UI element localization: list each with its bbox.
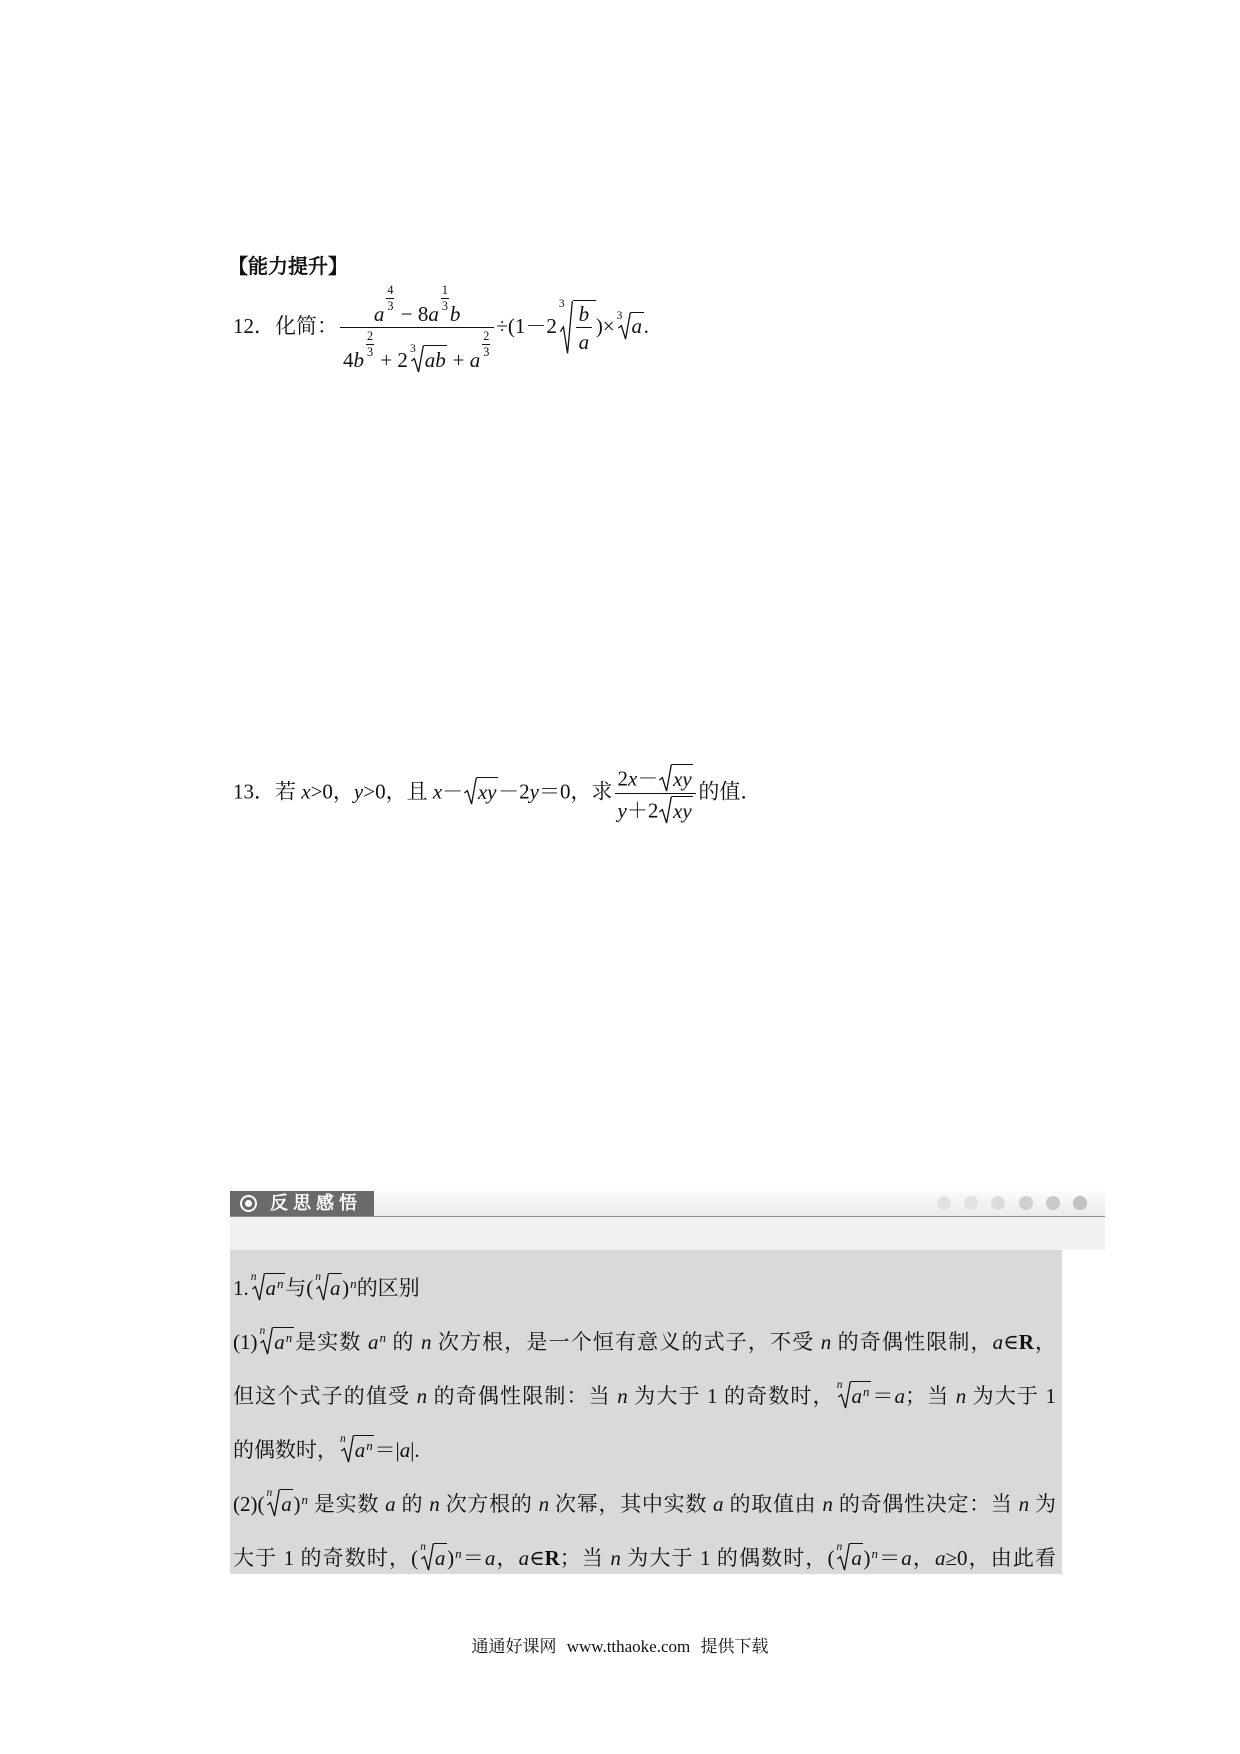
radical-sign xyxy=(558,297,573,355)
math-variable: a xyxy=(354,1438,366,1462)
section-title: 【能力提升】 xyxy=(228,254,348,278)
radical xyxy=(267,1489,293,1517)
text-run: . xyxy=(643,314,649,339)
math-variable: n xyxy=(366,1437,373,1453)
text-run: 为大于 1 的偶数时，( xyxy=(620,1546,835,1570)
radical-sign xyxy=(659,796,672,824)
radical-body xyxy=(850,1543,863,1571)
text-run: 3 xyxy=(558,297,565,310)
math-variable: a xyxy=(373,301,385,326)
radical xyxy=(616,309,644,340)
decor-dot-icon xyxy=(937,1196,951,1210)
denominator xyxy=(482,345,490,359)
text-run: + xyxy=(447,347,470,372)
text-run: 的奇偶性决定：当 xyxy=(832,1492,1019,1516)
radical xyxy=(421,1543,447,1571)
radical xyxy=(252,1273,286,1301)
math-variable: b xyxy=(353,347,364,372)
math-variable: a xyxy=(578,330,590,355)
math-variable: a xyxy=(385,1492,396,1516)
numerator xyxy=(366,330,374,345)
text-run: 12．化简： xyxy=(233,314,338,339)
radical-body xyxy=(477,777,498,805)
text-run: >0，且 xyxy=(363,779,433,804)
decor-dot-icon xyxy=(964,1196,978,1210)
radical-body xyxy=(672,796,693,824)
text-run: |. xyxy=(410,1438,420,1462)
fraction xyxy=(576,302,593,354)
math-variable: n xyxy=(285,1329,293,1345)
math-variable: a xyxy=(851,1546,862,1570)
reflection-line xyxy=(233,1531,1056,1585)
math-variable: a xyxy=(631,314,642,339)
reflection-content xyxy=(230,1250,1062,1574)
text-run: 为大于 1 的奇数时， xyxy=(627,1384,835,1408)
math-variable: y xyxy=(617,798,627,823)
radical xyxy=(838,1381,872,1409)
text-run: 的取值由 xyxy=(723,1492,823,1516)
radical xyxy=(659,796,693,824)
text-run: 的 xyxy=(385,1330,421,1354)
math-variable: n xyxy=(455,1545,462,1561)
math-variable: y xyxy=(353,779,364,804)
radical-body xyxy=(329,1273,342,1301)
numerator xyxy=(340,284,494,328)
denominator xyxy=(340,328,494,373)
math-variable: n xyxy=(538,1492,550,1516)
text-run: 的奇偶性限制， xyxy=(831,1330,993,1354)
text-run: ， xyxy=(1033,1330,1057,1354)
superscript xyxy=(481,328,491,359)
math-variable: b xyxy=(578,302,590,327)
text-run: 3 xyxy=(409,343,416,356)
denominator xyxy=(441,299,449,313)
numerator xyxy=(482,330,490,345)
radical-sign xyxy=(267,1489,280,1517)
text-run: 是实数 xyxy=(293,1330,368,1354)
reflection-label xyxy=(230,1191,374,1216)
text-run: 4 xyxy=(387,283,394,297)
denominator xyxy=(615,794,697,824)
radical-body xyxy=(265,1273,286,1301)
math-variable: x xyxy=(301,779,311,804)
text-run: ＝0，求 xyxy=(539,779,613,804)
text-run: 为大于 1 xyxy=(966,1384,1057,1408)
fraction xyxy=(386,284,394,313)
text-run: 1. xyxy=(233,1276,249,1300)
text-run: 1 xyxy=(441,283,448,297)
radical-body xyxy=(434,1543,447,1571)
fraction xyxy=(366,330,374,359)
text-run: ；当 xyxy=(905,1384,956,1408)
fraction xyxy=(340,284,494,373)
fraction xyxy=(615,764,697,824)
text-run: 的偶数时， xyxy=(233,1438,338,1462)
text-run: ＝ xyxy=(461,1546,485,1570)
radical-body xyxy=(631,312,644,340)
superscript xyxy=(440,283,450,313)
radical-sign xyxy=(341,1435,354,1463)
math-variable: n xyxy=(955,1384,967,1408)
numerator xyxy=(441,284,449,299)
text-run: 4 xyxy=(343,347,354,372)
math-variable: xy xyxy=(477,779,497,804)
text-run: 次幂，其中实数 xyxy=(549,1492,714,1516)
problem-13 xyxy=(233,764,761,824)
text-run: ， xyxy=(911,1546,935,1570)
radical xyxy=(659,764,693,792)
decor-dot-icon xyxy=(1019,1196,1033,1210)
text-run: ＋2 xyxy=(626,798,659,823)
math-variable: n xyxy=(277,1275,284,1291)
radical-sign xyxy=(659,764,672,792)
math-variable: n xyxy=(871,1545,878,1561)
radical-sign xyxy=(838,1381,851,1409)
text-run: 3 xyxy=(616,309,623,322)
radical-sign xyxy=(316,1273,329,1301)
math-variable: a xyxy=(330,1276,341,1300)
superscript xyxy=(863,1384,870,1399)
decor-dot-icon xyxy=(1046,1196,1060,1210)
math-variable: n xyxy=(836,1379,843,1392)
text-run: ∈ xyxy=(1003,1330,1019,1354)
text-run: ， xyxy=(495,1546,519,1570)
math-variable: a xyxy=(367,1330,379,1354)
radical-body xyxy=(273,1327,294,1355)
denominator xyxy=(366,345,374,359)
math-variable: a xyxy=(992,1330,1004,1354)
math-variable: n xyxy=(429,1492,440,1516)
text-run: 3 xyxy=(387,298,394,313)
math-variable: a xyxy=(434,1546,446,1570)
math-variable: n xyxy=(617,1384,628,1408)
text-run: 为 xyxy=(1029,1492,1057,1516)
text-run: ) xyxy=(293,1492,301,1516)
reflection-subheader-panel xyxy=(230,1217,1105,1250)
text-run: 2 xyxy=(367,328,374,343)
text-run: 13．若 xyxy=(233,779,302,804)
text-run: ＝| xyxy=(374,1438,400,1462)
text-run: 次方根的 xyxy=(439,1492,539,1516)
math-variable: n xyxy=(836,1541,843,1554)
math-variable: a xyxy=(399,1438,411,1462)
text-run: ) xyxy=(863,1546,871,1570)
radical-body xyxy=(280,1489,293,1517)
math-variable: xy xyxy=(673,766,692,791)
text-run: ；当 xyxy=(559,1546,611,1570)
math-variable: n xyxy=(259,1325,266,1338)
math-variable: b xyxy=(449,301,461,326)
radical xyxy=(837,1543,863,1571)
math-variable: x xyxy=(628,766,638,791)
fraction xyxy=(482,330,490,359)
radical-sign xyxy=(411,345,424,373)
numerator xyxy=(576,302,593,328)
math-variable: n xyxy=(350,1275,357,1291)
text-run: －2 xyxy=(498,779,530,804)
math-variable: n xyxy=(379,1329,386,1345)
decor-dot-icon xyxy=(1073,1196,1087,1210)
text-run: ∈ xyxy=(529,1546,545,1570)
reflection-line-heading xyxy=(233,1261,1056,1315)
math-set-symbol: R xyxy=(1018,1330,1034,1354)
radical-sign xyxy=(421,1543,434,1571)
radical xyxy=(260,1327,294,1355)
text-run: ＝ xyxy=(871,1384,895,1408)
math-variable: n xyxy=(822,1492,833,1516)
radical-body xyxy=(573,300,596,355)
radical xyxy=(316,1273,342,1301)
text-run: 的区别 xyxy=(356,1276,420,1300)
radical-body xyxy=(672,764,693,792)
math-variable: a xyxy=(935,1546,946,1570)
math-variable: x xyxy=(432,779,443,804)
numerator xyxy=(615,764,697,794)
math-variable: xy xyxy=(673,798,692,823)
radical xyxy=(411,345,448,373)
superscript xyxy=(277,1276,284,1291)
radical xyxy=(341,1435,375,1463)
problem-12 xyxy=(233,284,649,373)
text-run: (1) xyxy=(233,1330,258,1354)
text-run: ) xyxy=(447,1546,455,1570)
text-run: 是实数 xyxy=(307,1492,386,1516)
radical-sign xyxy=(837,1543,850,1571)
text-run: 的值． xyxy=(698,779,762,804)
radical-sign xyxy=(464,777,477,805)
math-variable: a xyxy=(484,1546,496,1570)
math-variable: a xyxy=(518,1546,530,1570)
radical-body xyxy=(424,345,448,373)
text-run: 大于 1 的奇数时，( xyxy=(233,1546,419,1570)
decor-dot-icon xyxy=(991,1196,1005,1210)
math-variable: a xyxy=(851,1384,863,1408)
reflection-header xyxy=(230,1191,1105,1217)
text-run: － xyxy=(442,779,464,804)
radical-body xyxy=(354,1435,375,1463)
reflection-line xyxy=(233,1477,1056,1531)
text-run: 3 xyxy=(441,298,448,313)
math-variable: a xyxy=(469,347,481,372)
math-variable: y xyxy=(529,779,539,804)
superscript xyxy=(385,283,395,313)
denominator xyxy=(386,299,394,313)
math-variable: n xyxy=(1018,1492,1030,1516)
text-run: >0， xyxy=(310,779,354,804)
text-run: ) xyxy=(342,1276,350,1300)
math-set-symbol: R xyxy=(544,1546,560,1570)
math-variable: a xyxy=(274,1330,285,1354)
text-run: ≥0，由此看 xyxy=(945,1546,1057,1570)
text-run: (2)( xyxy=(233,1492,265,1516)
math-variable: n xyxy=(820,1330,832,1354)
denominator xyxy=(576,328,593,354)
radical-body xyxy=(851,1381,872,1409)
math-variable: a xyxy=(713,1492,724,1516)
math-variable: a xyxy=(265,1276,277,1300)
math-variable: a xyxy=(901,1546,912,1570)
text-run: 次方根，是一个恒有意义的式子，不受 xyxy=(431,1330,821,1354)
text-run: 3 xyxy=(367,344,374,359)
radical-sign xyxy=(260,1327,273,1355)
reflection-line xyxy=(233,1423,1056,1477)
text-run: − 8 xyxy=(395,301,429,326)
text-run: 的奇偶性限制：当 xyxy=(427,1384,618,1408)
radical-sign xyxy=(616,309,631,340)
footer-credit: 通通好课网 www.tthaoke.com 提供下载 xyxy=(471,1637,769,1656)
numerator xyxy=(386,284,394,299)
text-run: 但这个式子的值受 xyxy=(233,1384,417,1408)
superscript xyxy=(286,1330,293,1345)
reflection-line xyxy=(233,1315,1056,1369)
superscript xyxy=(365,328,375,359)
reflection-title: 反思感悟 xyxy=(270,1193,362,1214)
radical xyxy=(464,777,498,805)
math-variable: a xyxy=(894,1384,906,1408)
math-variable: n xyxy=(315,1271,322,1284)
text-run: 2 xyxy=(617,766,628,791)
math-variable: n xyxy=(863,1383,870,1399)
math-variable: a xyxy=(428,301,439,326)
text-run: ÷(1－2 xyxy=(496,314,557,339)
text-run: 与( xyxy=(285,1276,314,1300)
text-run: ＝ xyxy=(878,1546,902,1570)
math-variable: n xyxy=(301,1491,308,1507)
fraction xyxy=(441,284,449,313)
math-variable: n xyxy=(420,1330,432,1354)
math-variable: a xyxy=(281,1492,292,1516)
math-variable: n xyxy=(610,1546,621,1570)
radical-sign xyxy=(252,1273,265,1301)
text-run: + 2 xyxy=(375,347,408,372)
text-run: )× xyxy=(595,314,615,339)
radical xyxy=(558,297,596,355)
math-variable: n xyxy=(416,1384,428,1408)
text-run: － xyxy=(637,766,659,791)
text-run: 3 xyxy=(483,344,490,359)
radio-dot-icon xyxy=(240,1195,257,1212)
math-variable: ab xyxy=(424,347,446,372)
text-run: 2 xyxy=(483,328,490,343)
math-variable: n xyxy=(340,1433,346,1446)
superscript xyxy=(366,1438,373,1453)
math-variable: n xyxy=(250,1271,257,1284)
text-run: 的 xyxy=(395,1492,430,1516)
reflection-line xyxy=(233,1369,1056,1423)
math-variable: n xyxy=(420,1541,426,1554)
math-variable: n xyxy=(266,1487,273,1500)
